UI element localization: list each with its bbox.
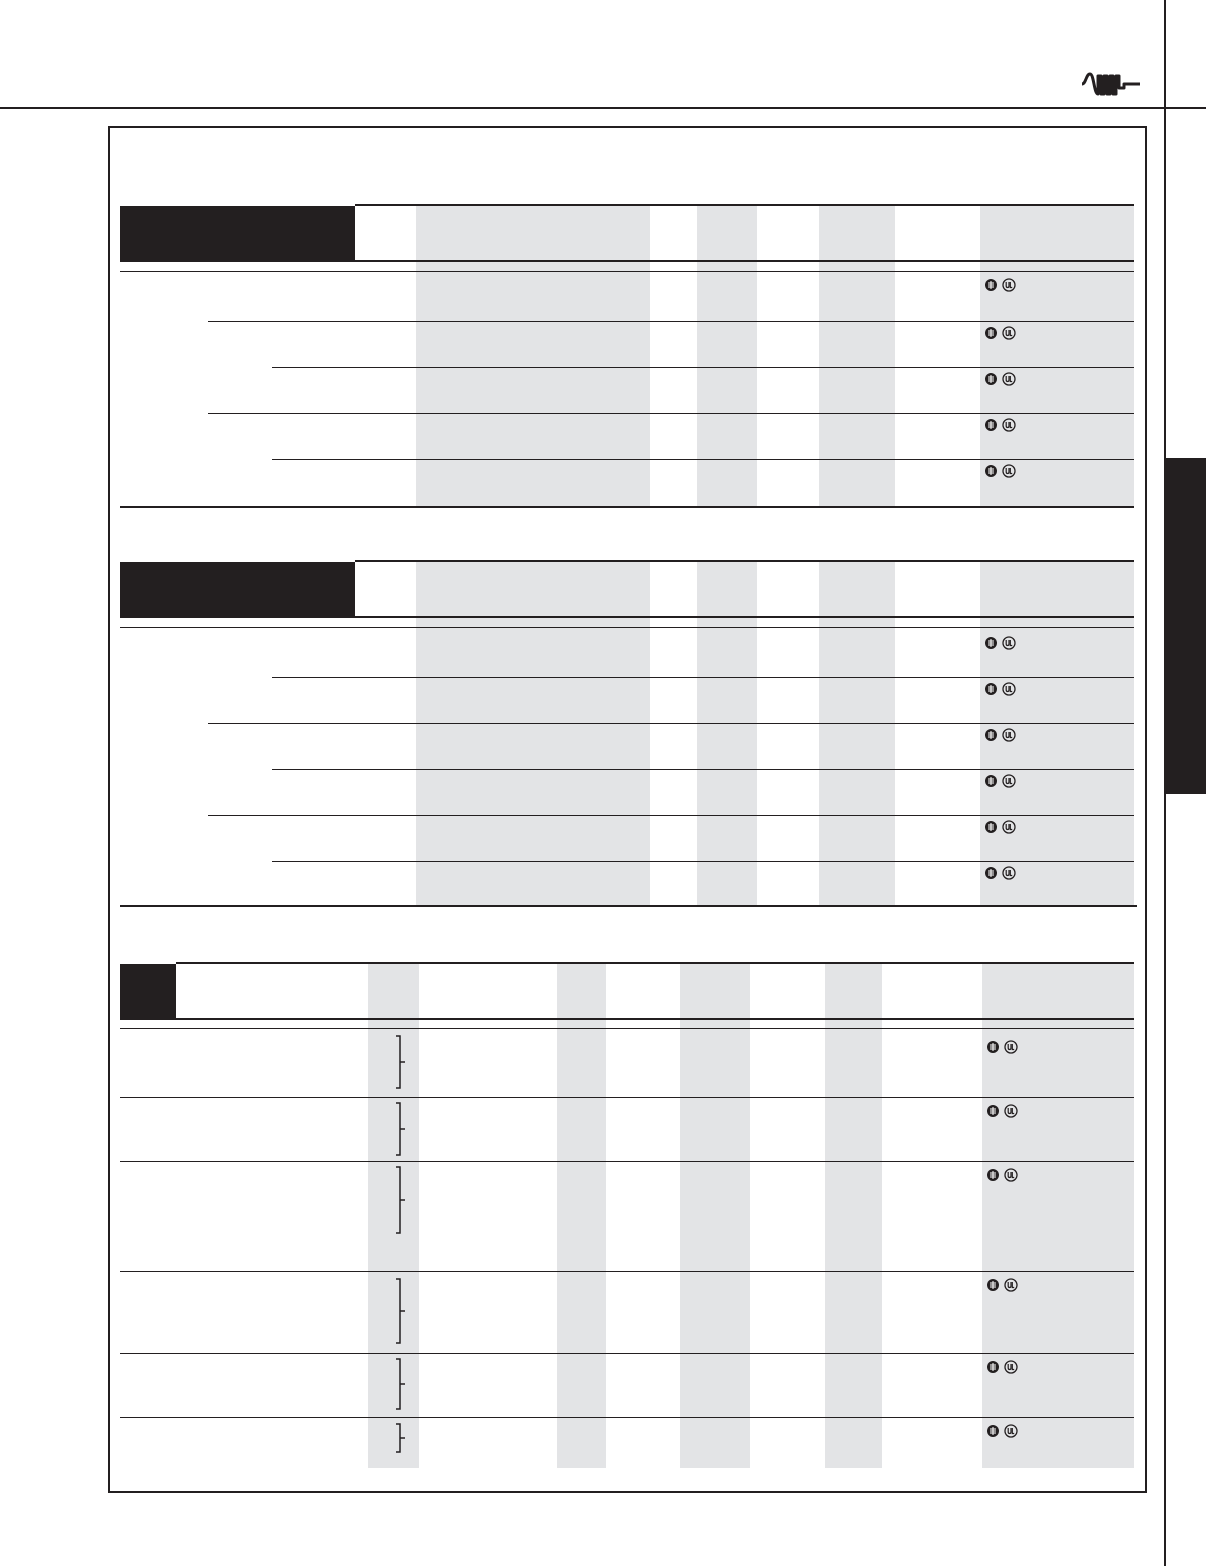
ul-mark-icon: [1002, 278, 1016, 292]
table-1-shade-col-4: [980, 206, 1134, 506]
csa-mark-icon: [984, 464, 998, 478]
table-2-bottom-rule: [120, 905, 1137, 907]
table-2-row-rule: [208, 723, 1134, 724]
ul-mark-icon: [1004, 1424, 1018, 1438]
table-2-row-5-certifications: [984, 820, 1016, 834]
ul-mark-icon: [1002, 774, 1016, 788]
csa-mark-icon: [986, 1040, 1000, 1054]
csa-mark-icon: [984, 418, 998, 432]
table-1-bottom-rule: [120, 506, 1134, 508]
table-2-row-rule: [272, 769, 1134, 770]
right-brace-icon: [396, 1102, 408, 1161]
ul-mark-icon: [1004, 1040, 1018, 1054]
table-2-shade-col-1: [416, 562, 650, 905]
csa-mark-icon: [984, 636, 998, 650]
table-1-row-4-certifications: [984, 418, 1016, 432]
table-3-row-6-certifications: [986, 1424, 1018, 1438]
csa-mark-icon: [986, 1278, 1000, 1292]
table-1-row-rule: [272, 459, 1134, 460]
ul-mark-icon: [1002, 728, 1016, 742]
table-1-row-3-certifications: [984, 372, 1016, 386]
ul-mark-icon: [1004, 1168, 1018, 1182]
table-3-row-rule: [120, 1161, 1134, 1162]
table-3-shade-col-1: [368, 964, 419, 1468]
header-logo-icon: [1080, 68, 1142, 100]
table-3-shade-col-3: [680, 964, 750, 1468]
table-3-header-block: [120, 964, 176, 1019]
table-2-shade-col-2: [697, 562, 757, 905]
table-1-shade-col-3: [819, 206, 895, 506]
csa-mark-icon: [986, 1360, 1000, 1374]
table-3-row-2-certifications: [986, 1104, 1018, 1118]
table-3-row-rule: [120, 1097, 1134, 1098]
table-2-top-rule: [355, 560, 1134, 562]
right-brace-icon: [396, 1166, 408, 1239]
table-2-row-rule: [272, 677, 1134, 678]
table-2-row-4-certifications: [984, 774, 1016, 788]
ul-mark-icon: [1002, 636, 1016, 650]
csa-mark-icon: [986, 1104, 1000, 1118]
ul-mark-icon: [1002, 464, 1016, 478]
csa-mark-icon: [984, 820, 998, 834]
table-2-sub-rule: [120, 627, 1134, 628]
right-brace-icon: [396, 1358, 408, 1415]
csa-mark-icon: [984, 866, 998, 880]
ul-mark-icon: [1002, 372, 1016, 386]
ul-mark-icon: [1002, 866, 1016, 880]
ul-mark-icon: [1002, 682, 1016, 696]
table-3-row-rule: [120, 1417, 1134, 1418]
table-3-row-rule: [120, 1271, 1134, 1272]
table-3-header-rule: [120, 1018, 1134, 1020]
table-1-sub-rule: [120, 271, 1134, 272]
table-3-row-3-certifications: [986, 1168, 1018, 1182]
ul-mark-icon: [1002, 326, 1016, 340]
csa-mark-icon: [986, 1168, 1000, 1182]
csa-mark-icon: [984, 278, 998, 292]
side-tab: [1165, 458, 1206, 794]
ul-mark-icon: [1004, 1360, 1018, 1374]
ul-mark-icon: [1002, 418, 1016, 432]
table-3-shade-col-4: [825, 964, 882, 1468]
table-1-row-2-certifications: [984, 326, 1016, 340]
table-1-top-rule: [355, 204, 1134, 206]
table-2-row-2-certifications: [984, 682, 1016, 696]
table-1-row-1-certifications: [984, 278, 1016, 292]
table-3-shade-col-2: [557, 964, 606, 1468]
table-2-row-rule: [208, 815, 1134, 816]
ul-mark-icon: [1004, 1104, 1018, 1118]
csa-mark-icon: [986, 1424, 1000, 1438]
csa-mark-icon: [984, 326, 998, 340]
table-2-shade-col-3: [819, 562, 895, 905]
ul-mark-icon: [1004, 1278, 1018, 1292]
table-2-header-block: [120, 562, 355, 617]
csa-mark-icon: [984, 728, 998, 742]
table-2-row-6-certifications: [984, 866, 1016, 880]
right-brace-icon: [396, 1423, 408, 1458]
table-3-top-rule: [176, 962, 1134, 964]
table-2-row-1-certifications: [984, 636, 1016, 650]
table-3-row-5-certifications: [986, 1360, 1018, 1374]
table-2-row-rule: [272, 861, 1134, 862]
table-1-row-rule: [208, 413, 1134, 414]
table-1-row-rule: [272, 367, 1134, 368]
csa-mark-icon: [984, 774, 998, 788]
right-brace-icon: [396, 1035, 408, 1094]
header-rule: [0, 107, 1206, 109]
right-brace-icon: [396, 1278, 408, 1349]
table-1-header-block: [120, 206, 355, 261]
table-1-shade-col-1: [416, 206, 650, 506]
table-3-sub-rule: [120, 1028, 1134, 1029]
table-1-row-5-certifications: [984, 464, 1016, 478]
table-3-row-4-certifications: [986, 1278, 1018, 1292]
table-3-row-rule: [120, 1353, 1134, 1354]
table-2-header-rule: [120, 616, 1134, 618]
csa-mark-icon: [984, 372, 998, 386]
csa-mark-icon: [984, 682, 998, 696]
table-2-row-3-certifications: [984, 728, 1016, 742]
table-1-shade-col-2: [697, 206, 757, 506]
table-3-row-1-certifications: [986, 1040, 1018, 1054]
table-1-header-rule: [120, 260, 1134, 262]
ul-mark-icon: [1002, 820, 1016, 834]
table-1-row-rule: [208, 321, 1134, 322]
